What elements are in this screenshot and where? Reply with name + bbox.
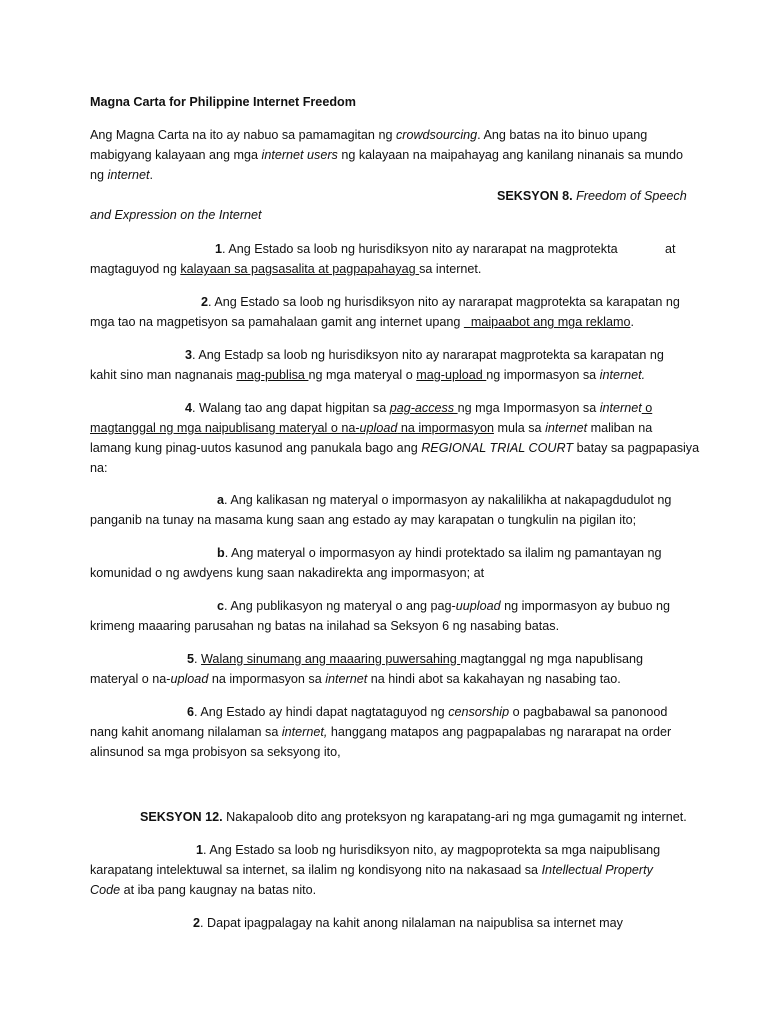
seksyon-12-heading: SEKSYON 12. Nakapaloob dito ang proteksyon ng karapatang-ari ng mga gumagamit ng internet. bbox=[140, 810, 687, 824]
s8-item-b-line-1: b. Ang materyal o impormasyon ay hindi protektado sa ilalim ng pamantayan ng bbox=[217, 546, 662, 560]
s8-item-5-line-1: 5. Walang sinumang ang maaaring puwersahing magtanggal ng mga napublisang bbox=[187, 652, 644, 666]
intro-line-2: mabigyang kalayaan ang mga internet users ng kalayaan na maipahayag ang kanilang ninanais sa mundo bbox=[90, 148, 684, 162]
s8-item-4-line-4: na: bbox=[90, 461, 108, 475]
intro-line-3: ng internet. bbox=[90, 168, 154, 182]
s8-item-6-line-1: 6. Ang Estado ay hindi dapat nagtataguyod ng censorship o pagbabawal sa panonood bbox=[187, 705, 668, 719]
s8-item-2-line-2: mga tao na magpetisyon sa pamahalaan gamit ang internet upang maipaabot ang mga reklamo. bbox=[90, 315, 634, 329]
s8-item-6-line-3: alinsunod sa mga probisyon sa seksyong ito, bbox=[90, 745, 341, 759]
s8-item-6-line-2: nang kahit anomang nilalaman sa internet, hanggang matapos ang pagpapalabas ng nararapat na order bbox=[90, 725, 672, 739]
s8-item-a-line-2: panganib na tunay na masama kung saan ang estado ay may karapatan o tungkulin na pigilan ito; bbox=[90, 513, 637, 527]
s8-item-2-line-1: 2. Ang Estado sa loob ng hurisdiksyon nito ay nararapat magprotekta sa karapatan ng bbox=[201, 295, 680, 309]
s8-item-4-line-3: lamang kung pinag-uutos kasunod ang panukala bago ang REGIONAL TRIAL COURT batay sa pagpapasiya bbox=[90, 441, 700, 455]
s8-item-5-line-2: materyal o na-upload na impormasyon sa internet na hindi abot sa kakahayan ng nasabing tao. bbox=[90, 672, 621, 686]
s8-item-c-line-2: krimeng maaaring parusahan ng batas na inilahad sa Seksyon 6 ng nasabing batas. bbox=[90, 619, 560, 633]
s8-item-c-line-1: c. Ang publikasyon ng materyal o ang pag-uupload ng impormasyon ay bubuo ng bbox=[217, 599, 671, 613]
s8-item-1-at: at bbox=[665, 242, 676, 256]
s12-item-1-line-1: 1. Ang Estado sa loob ng hurisdiksyon nito, ay magpoprotekta sa mga naipublisang bbox=[196, 843, 661, 857]
s12-item-2-line-1: 2. Dapat ipagpalagay na kahit anong nilalaman na naipublisa sa internet may bbox=[193, 916, 623, 930]
s8-item-1-line-1: 1. Ang Estado sa loob ng hurisdiksyon nito ay nararapat na magprotekta bbox=[215, 242, 618, 256]
s8-item-4-line-1: 4. Walang tao ang dapat higpitan sa pag-access ng mga Impormasyon sa internet o bbox=[185, 401, 653, 415]
document-title: Magna Carta for Philippine Internet Freedom bbox=[90, 95, 356, 109]
seksyon-8-heading-cont: and Expression on the Internet bbox=[90, 208, 262, 222]
s8-item-4-line-2: magtanggal ng mga naipublisang materyal o na-upload na impormasyon mula sa internet maliban na bbox=[90, 421, 653, 435]
s12-item-1-line-3: Code at iba pang kaugnay na batas nito. bbox=[90, 883, 317, 897]
s12-item-1-line-2: karapatang intelektuwal sa internet, sa ilalim ng kondisyong nito na nakasaad sa Intellectual Property bbox=[90, 863, 653, 877]
s8-item-3-line-1: 3. Ang Estadp sa loob ng hurisdiksyon nito ay nararapat magprotekta sa karapatan ng bbox=[185, 348, 664, 362]
s8-item-3-line-2: kahit sino man nagnanais mag-publisa ng mga materyal o mag-upload ng impormasyon sa internet. bbox=[90, 368, 646, 382]
intro-line-1: Ang Magna Carta na ito ay nabuo sa pamamagitan ng crowdsourcing. Ang batas na ito binuo upang bbox=[90, 128, 648, 142]
s8-item-1-line-2: magtaguyod ng kalayaan sa pagsasalita at pagpapahayag sa internet. bbox=[90, 262, 482, 276]
s8-item-a-line-1: a. Ang kalikasan ng materyal o impormasyon ay nakalilikha at nakapagdudulot ng bbox=[217, 493, 672, 507]
seksyon-8-heading: SEKSYON 8. Freedom of Speech bbox=[497, 189, 687, 203]
s8-item-b-line-2: komunidad o ng awdyens kung saan nakadirekta ang impormasyon; at bbox=[90, 566, 485, 580]
